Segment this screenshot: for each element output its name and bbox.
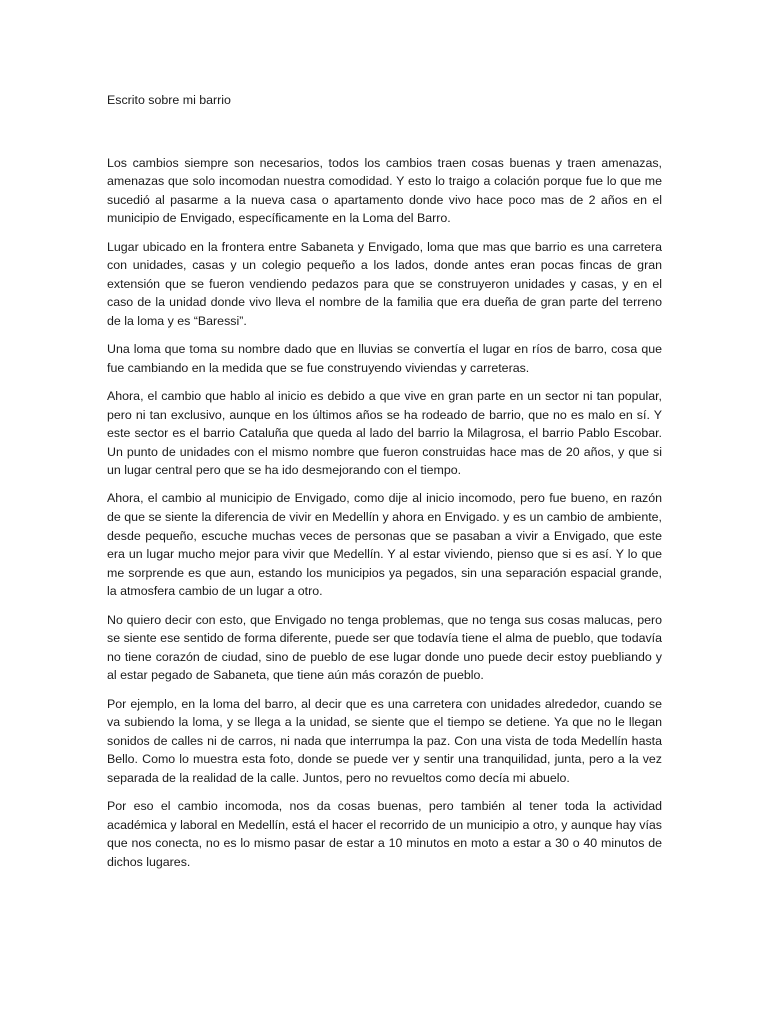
paragraph-8: Por eso el cambio incomoda, nos da cosas buenas, pero también al tener toda la actividad académica y laboral en Medellín, está el hacer el recorrido de un municipio a otro, y aunque hay vías que nos conecta, no es lo mismo pasar de estar a 10 minutos en moto a estar a 30 o 40 minutos de dichos lugares. (107, 799, 662, 869)
paragraph-2: Lugar ubicado en la frontera entre Sabaneta y Envigado, loma que mas que barrio es una carretera con unidades, casas y un colegio pequeño a los lados, donde antes eran pocas fincas de gran extensión que se fueron vendiendo pedazos para que se construyeron unidades y casas, y en el caso de la unidad donde vivo lleva el nombre de la familia que era dueña de gran parte del terreno de la loma y es “Baressi”. (107, 239, 662, 328)
document-body (107, 91, 662, 881)
paragraph-5: Ahora, el cambio al municipio de Envigado, como dije al inicio incomodo, pero fue bueno, en razón de que se siente la diferencia de vivir en Medellín y ahora en Envigado. y es un cambio de ambiente, desde pequeño, escuche muchas veces de personas que se pasaban a vivir a Envigado, que este era un lugar mucho mejor para vivir que Medellín. Y al estar viviendo, pienso que si es así. Y lo que me sorprende es que aun, estando los municipios ya pegados, sin una separación espacial grande, la atmosfera cambio de un lugar a otro. (107, 491, 662, 599)
paragraph-4: Ahora, el cambio que hablo al inicio es debido a que vive en gran parte en un sector ni tan popular, pero ni tan exclusivo, aunque en los últimos años se ha rodeado de barrio, que no es malo en sí. Y este sector es el barrio Cataluña que queda al lado del barrio la Milagrosa, el barrio Pablo Escobar. Un punto de unidades con el mismo nombre que fueron construidas hace mas de 20 años, y que si un lugar central pero que se ha ido desmejorando con el tiempo. (107, 388, 662, 478)
document-title: Escrito sobre mi barrio (107, 93, 231, 107)
paragraph-6: No quiero decir con esto, que Envigado no tenga problemas, que no tenga sus cosas malucas, pero se siente ese sentido de forma diferente, puede ser que todavía tiene el alma de pueblo, que todavía no tiene corazón de ciudad, sino de pueblo de ese lugar donde uno puede decir estoy puebliando y al estar pegado de Sabaneta, que tiene aún más corazón de pueblo. (107, 612, 662, 683)
paragraph-3: Una loma que toma su nombre dado que en lluvias se convertía el lugar en ríos de barro, cosa que fue cambiando en la medida que se fue construyendo viviendas y carreteras. (107, 342, 662, 375)
paragraph-1: Los cambios siempre son necesarios, todos los cambios traen cosas buenas y traen amenazas, amenazas que solo incomodan nuestra comodidad. Y esto lo traigo a colación porque fue lo que me sucedió al pasarme a la nueva casa o apartamento donde vivo hace poco mas de 2 años en el municipio de Envigado, específicamente en la Loma del Barro. (107, 155, 662, 226)
paragraph-7: Por ejemplo, en la loma del barro, al decir que es una carretera con unidades alrededor, cuando se va subiendo la loma, y se llega a la unidad, se siente que el tiempo se detiene. Ya que no le llegan sonidos de calles ni de carros, ni nada que interrumpa la paz. Con una vista de toda Medellín hasta Bello. Como lo muestra esta foto, donde se puede ver y sentir una tranquilidad, junta, pero a la vez separada de la realidad de la calle. Juntos, pero no revueltos como decía mi abuelo. (107, 696, 662, 785)
